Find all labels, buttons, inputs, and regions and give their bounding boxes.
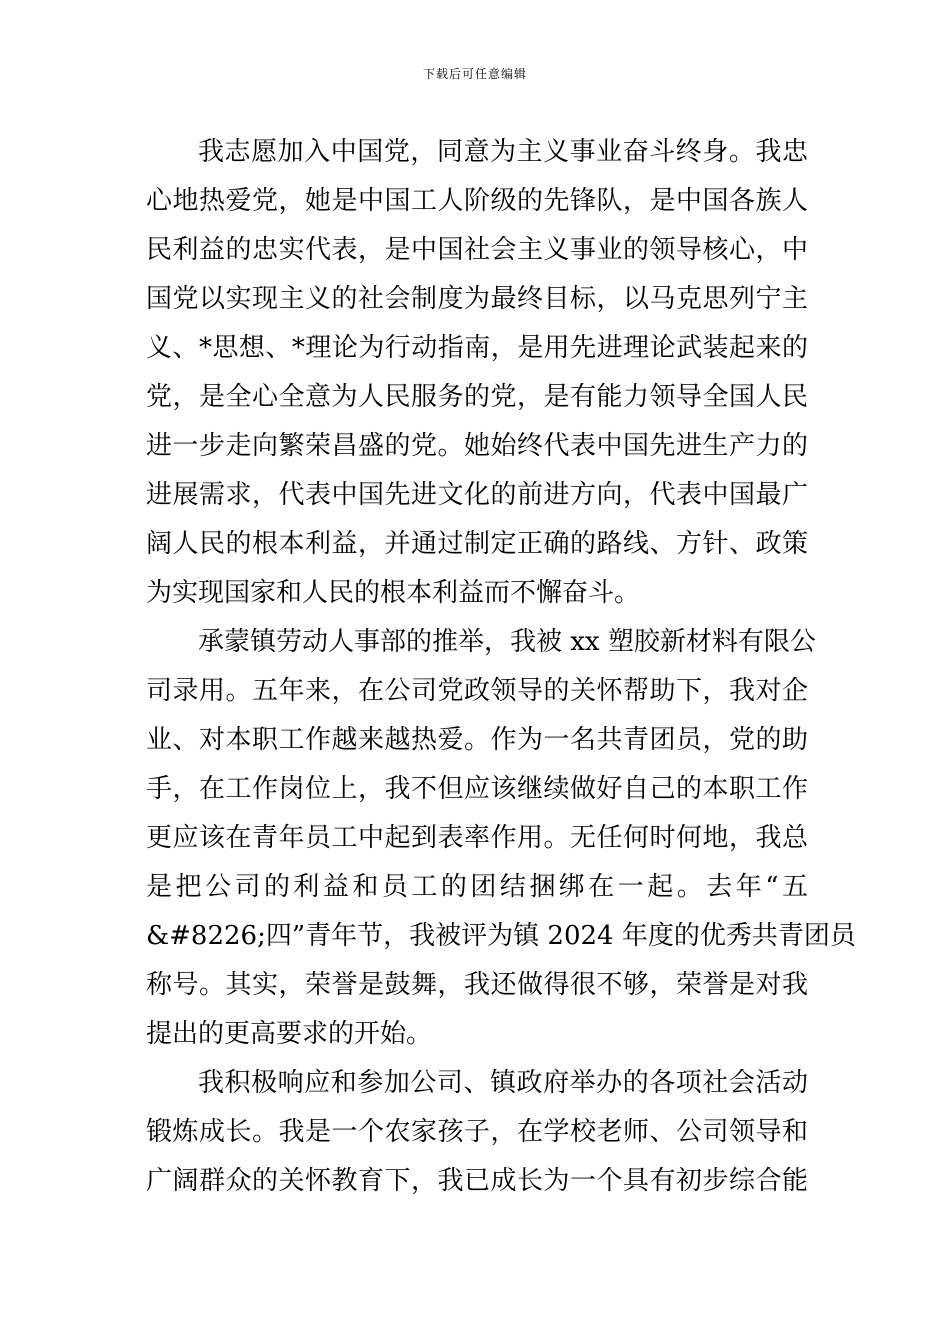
paragraph-line: 心地热爱党，她是中国工人阶级的先锋队，是中国各族人 [146, 186, 808, 216]
paragraph-line: 业、对本职工作越来越热爱。作为一名共青团员，党的助 [146, 725, 808, 755]
paragraph-line: 为实现国家和人民的根本利益而不懈奋斗。 [146, 578, 641, 608]
paragraph-2 [146, 618, 856, 1059]
paragraph-line: 称号。其实，荣誉是鼓舞，我还做得很不够，荣誉是对我 [146, 970, 808, 1000]
paragraph-line: 党，是全心全意为人民服务的党，是有能力领导全国人民 [146, 382, 808, 412]
paragraph-line: 我积极响应和参加公司、镇政府举办的各项社会活动 [198, 1068, 808, 1098]
paragraph-line: 手，在工作岗位上，我不但应该继续做好自己的本职工作 [146, 774, 808, 804]
document-body [146, 128, 856, 1206]
page-header: 下载后可任意编辑 [422, 67, 527, 81]
paragraph-3 [146, 1059, 808, 1206]
paragraph-line: 义、*思想、*理论为行动指南，是用先进理论武装起来的 [146, 333, 808, 363]
paragraph-line: 承蒙镇劳动人事部的推举，我被 xx 塑胶新材料有限公 [198, 627, 816, 657]
paragraph-line: 锻炼成长。我是一个农家孩子，在学校老师、公司领导和 [146, 1117, 808, 1147]
paragraph-line: 民利益的忠实代表，是中国社会主义事业的领导核心，中 [146, 235, 808, 265]
paragraph-line: 是把公司的利益和员工的团结捆绑在一起。去年“五 [146, 872, 808, 902]
paragraph-line: 国党以实现主义的社会制度为最终目标，以马克思列宁主 [146, 284, 808, 314]
paragraph-line: 我志愿加入中国党，同意为主义事业奋斗终身。我忠 [198, 137, 808, 167]
paragraph-line: &#8226;四”青年节，我被评为镇 2024 年度的优秀共青团员 [146, 921, 856, 951]
paragraph-line: 司录用。五年来，在公司党政领导的关怀帮助下，我对企 [146, 676, 808, 706]
paragraph-line: 进展需求，代表中国先进文化的前进方向，代表中国最广 [146, 480, 808, 510]
paragraph-line: 更应该在青年员工中起到表率作用。无任何时何地，我总 [146, 823, 808, 853]
paragraph-1 [146, 128, 808, 618]
paragraph-line: 阔人民的根本利益，并通过制定正确的路线、方针、政策 [146, 529, 808, 559]
paragraph-line: 进一步走向繁荣昌盛的党。她始终代表中国先进生产力的 [146, 431, 808, 461]
paragraph-line: 广阔群众的关怀教育下，我已成长为一个具有初步综合能 [146, 1166, 808, 1196]
paragraph-line: 提出的更高要求的开始。 [146, 1019, 433, 1049]
